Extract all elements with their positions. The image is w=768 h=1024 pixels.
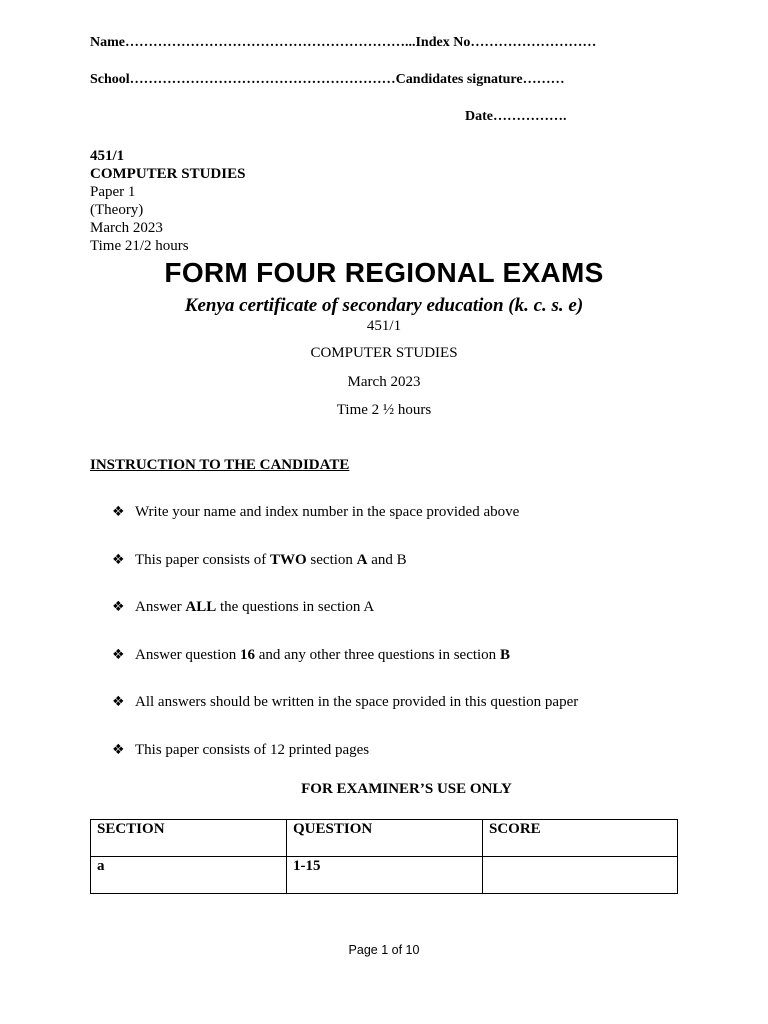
list-item (112, 504, 519, 521)
examiner-score-table (90, 819, 678, 894)
paper-number: Paper 1 (90, 184, 136, 200)
instruction-text (135, 552, 407, 569)
center-time: Time 2 ½ hours (336, 402, 432, 418)
bullet-diamond-icon: ❖ (112, 504, 125, 520)
cell-score (483, 857, 678, 894)
bullet-diamond-icon: ❖ (112, 552, 125, 568)
instruction-text-part: Write your name and index number in the space provided above (135, 504, 520, 520)
paper-meta-block (90, 147, 245, 255)
table-row (91, 857, 678, 894)
instruction-text-part: and any other three questions in section (255, 647, 500, 663)
list-item (112, 694, 578, 711)
cell-section: a (91, 857, 287, 894)
instruction-text-part: 16 (240, 647, 255, 663)
cell-question: 1-15 (287, 857, 483, 894)
header-section: SECTION (91, 820, 287, 857)
instruction-text (135, 742, 369, 759)
table-header-row (91, 820, 678, 857)
instruction-text-part: and B (367, 552, 407, 568)
instruction-text-part: This paper consists of 12 printed pages (135, 742, 370, 758)
page-footer: Page 1 of 10 (348, 943, 420, 957)
paper-code: 451/1 (90, 148, 125, 164)
instruction-text-part: TWO (269, 552, 307, 568)
header-score: SCORE (483, 820, 678, 857)
paper-time: Time 21/2 hours (90, 238, 189, 254)
instruction-text-part: All answers should be written in the space provided in this question paper (135, 694, 579, 710)
instruction-text-part: Answer (135, 599, 186, 615)
bullet-diamond-icon: ❖ (112, 599, 125, 615)
bullet-diamond-icon: ❖ (112, 647, 125, 663)
list-item (112, 552, 407, 569)
instruction-text (135, 599, 374, 616)
instruction-text-part: Answer question (135, 647, 240, 663)
examiner-heading: FOR EXAMINER’S USE ONLY (301, 781, 512, 797)
exam-subtitle: Kenya certificate of secondary education (k. c. s. e) (184, 295, 584, 316)
center-date: March 2023 (347, 374, 421, 390)
list-item (112, 742, 369, 759)
instruction-text (135, 504, 519, 521)
center-code: 451/1 (366, 318, 402, 334)
name-index-field-line: Name……………………………………………………...Index No……………………… (90, 35, 597, 50)
date-field-line: Date……………. (465, 109, 567, 124)
list-item (112, 647, 510, 664)
instruction-text (135, 647, 510, 664)
instruction-text-part: This paper consists of (135, 552, 270, 568)
instruction-text-part: A (356, 552, 368, 568)
center-subject: COMPUTER STUDIES (310, 345, 458, 361)
instruction-text (135, 694, 578, 711)
paper-subject: COMPUTER STUDIES (90, 166, 246, 182)
exam-title: FORM FOUR REGIONAL EXAMS (164, 257, 604, 288)
school-signature-field-line: School…………………………………………………Candidates signature……… (90, 72, 565, 87)
paper-type: (Theory) (90, 202, 144, 218)
bullet-diamond-icon: ❖ (112, 694, 125, 710)
header-question: QUESTION (287, 820, 483, 857)
instruction-text-part: section (306, 552, 357, 568)
instruction-text-part: B (499, 647, 510, 663)
instructions-heading: INSTRUCTION TO THE CANDIDATE (90, 457, 350, 473)
instruction-text-part: ALL (185, 599, 217, 615)
bullet-diamond-icon: ❖ (112, 742, 125, 758)
paper-date: March 2023 (90, 220, 163, 236)
list-item (112, 599, 374, 616)
instruction-text-part: the questions in section A (216, 599, 375, 615)
